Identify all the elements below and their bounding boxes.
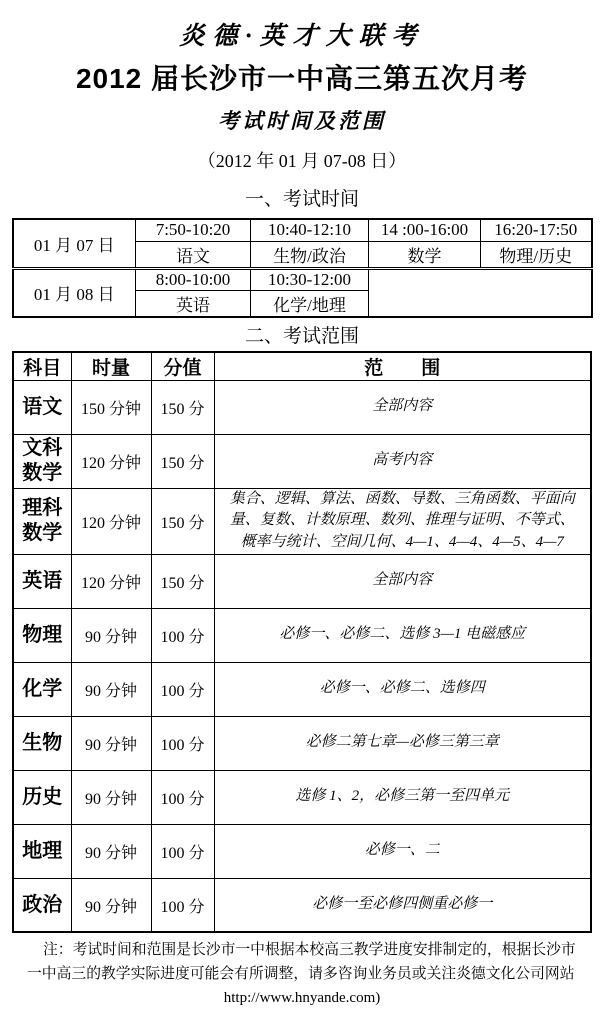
- range-cell: 必修一、必修二、选修 3—1 电磁感应: [214, 608, 591, 662]
- exam-time-table: [12, 218, 593, 318]
- subject-cell: 物理: [13, 608, 71, 662]
- schedule-date-cell: 01 月 07 日: [13, 219, 136, 268]
- document-page: [0, 16, 604, 1010]
- scope-row: [13, 434, 591, 488]
- time-cell: 10:30-12:00: [251, 268, 369, 290]
- section-exam-time-title: 一、考试时间: [244, 189, 359, 210]
- time-cell: 10:40-12:10: [251, 219, 369, 241]
- duration-cell: 120 分钟: [71, 554, 151, 608]
- range-column-header: 范 围: [214, 352, 591, 381]
- duration-cell: 90 分钟: [71, 770, 151, 824]
- score-cell: 100 分: [151, 824, 214, 878]
- score-cell: 150 分: [151, 380, 214, 434]
- time-cell: 14 :00-16:00: [369, 219, 481, 241]
- scope-row: [13, 608, 591, 662]
- subject-cell: 生物: [13, 716, 71, 770]
- scope-row: [13, 878, 591, 932]
- subject-cell: 政治: [13, 878, 71, 932]
- subject-cell: 数学: [369, 241, 481, 268]
- duration-cell: 90 分钟: [71, 878, 151, 932]
- duration-cell: 120 分钟: [71, 488, 151, 554]
- subject-cell: 英语: [13, 554, 71, 608]
- subject-cell: 化学/地理: [251, 290, 369, 317]
- footer-note: [27, 938, 577, 1010]
- score-cell: 100 分: [151, 878, 214, 932]
- subject-cell: 语文: [136, 241, 251, 268]
- duration-cell: 90 分钟: [71, 608, 151, 662]
- date-range: （2012 年 01 月 07-08 日）: [197, 151, 407, 171]
- scope-row: [13, 380, 591, 434]
- note-line: 一中高三的教学实际进度可能会有所调整，请多咨询业务员或关注炎德文化公司网站: [27, 966, 575, 983]
- range-cell: 必修一至必修四侧重必修一: [214, 878, 591, 932]
- score-column-header: 分值: [151, 352, 214, 381]
- range-cell: 全部内容: [214, 380, 591, 434]
- range-cell: 高考内容: [214, 434, 591, 488]
- scope-row: [13, 824, 591, 878]
- schedule-date-cell: 01 月 08 日: [13, 268, 136, 317]
- subject-cell: 物理/历史: [481, 241, 592, 268]
- day1-time-row: [13, 219, 592, 241]
- score-cell: 150 分: [151, 554, 214, 608]
- score-cell: 100 分: [151, 662, 214, 716]
- duration-cell: 90 分钟: [71, 662, 151, 716]
- scope-header-row: [13, 352, 591, 381]
- subject-cell: 语文: [13, 380, 71, 434]
- score-cell: 100 分: [151, 770, 214, 824]
- subject-cell: 生物/政治: [251, 241, 369, 268]
- subject-cell: 文科数学: [13, 434, 71, 488]
- exam-scope-table: [12, 351, 592, 934]
- scope-row: [13, 488, 591, 554]
- score-cell: 150 分: [151, 488, 214, 554]
- score-cell: 100 分: [151, 608, 214, 662]
- day2-time-row: [13, 268, 592, 290]
- range-cell: 必修一、必修二、选修四: [214, 662, 591, 716]
- duration-cell: 90 分钟: [71, 716, 151, 770]
- empty-cell: [369, 268, 592, 317]
- subject-cell: 英语: [136, 290, 251, 317]
- time-cell: 16:20-17:50: [481, 219, 592, 241]
- duration-cell: 90 分钟: [71, 824, 151, 878]
- subtitle: 考试时间及范围: [218, 109, 386, 133]
- range-cell: 集合、逻辑、算法、函数、导数、三角函数、平面向量、复数、计数原理、数列、推理与证明、不等式、概率与统计、空间几何、4—1、4—4、4—5、4—7: [214, 488, 591, 554]
- score-cell: 100 分: [151, 716, 214, 770]
- brand-title: 炎德·英才大联考: [179, 23, 425, 50]
- main-title: 2012 届长沙市一中高三第五次月考: [75, 63, 529, 94]
- section-exam-scope-title: 二、考试范围: [244, 325, 359, 347]
- subject-cell: 历史: [13, 770, 71, 824]
- range-cell: 全部内容: [214, 554, 591, 608]
- scope-row: [13, 554, 591, 608]
- range-cell: 选修 1、2，必修三第一至四单元: [214, 770, 591, 824]
- scope-row: [13, 716, 591, 770]
- range-cell: 必修一、二: [214, 824, 591, 878]
- scope-row: [13, 770, 591, 824]
- time-cell: 8:00-10:00: [136, 268, 251, 290]
- note-website-url: http://www.hnyande.com): [223, 990, 381, 1007]
- duration-cell: 150 分钟: [71, 380, 151, 434]
- subject-cell: 地理: [13, 824, 71, 878]
- note-line: 注：考试时间和范围是长沙市一中根据本校高三教学进度安排制定的，根据长沙市: [43, 942, 576, 959]
- scope-row: [13, 662, 591, 716]
- duration-column-header: 时量: [71, 352, 151, 381]
- duration-cell: 120 分钟: [71, 434, 151, 488]
- score-cell: 150 分: [151, 434, 214, 488]
- subject-cell: 化学: [13, 662, 71, 716]
- subject-cell: 理科数学: [13, 488, 71, 554]
- range-cell: 必修二第七章—必修三第三章: [214, 716, 591, 770]
- subject-column-header: 科目: [13, 352, 71, 381]
- time-cell: 7:50-10:20: [136, 219, 251, 241]
